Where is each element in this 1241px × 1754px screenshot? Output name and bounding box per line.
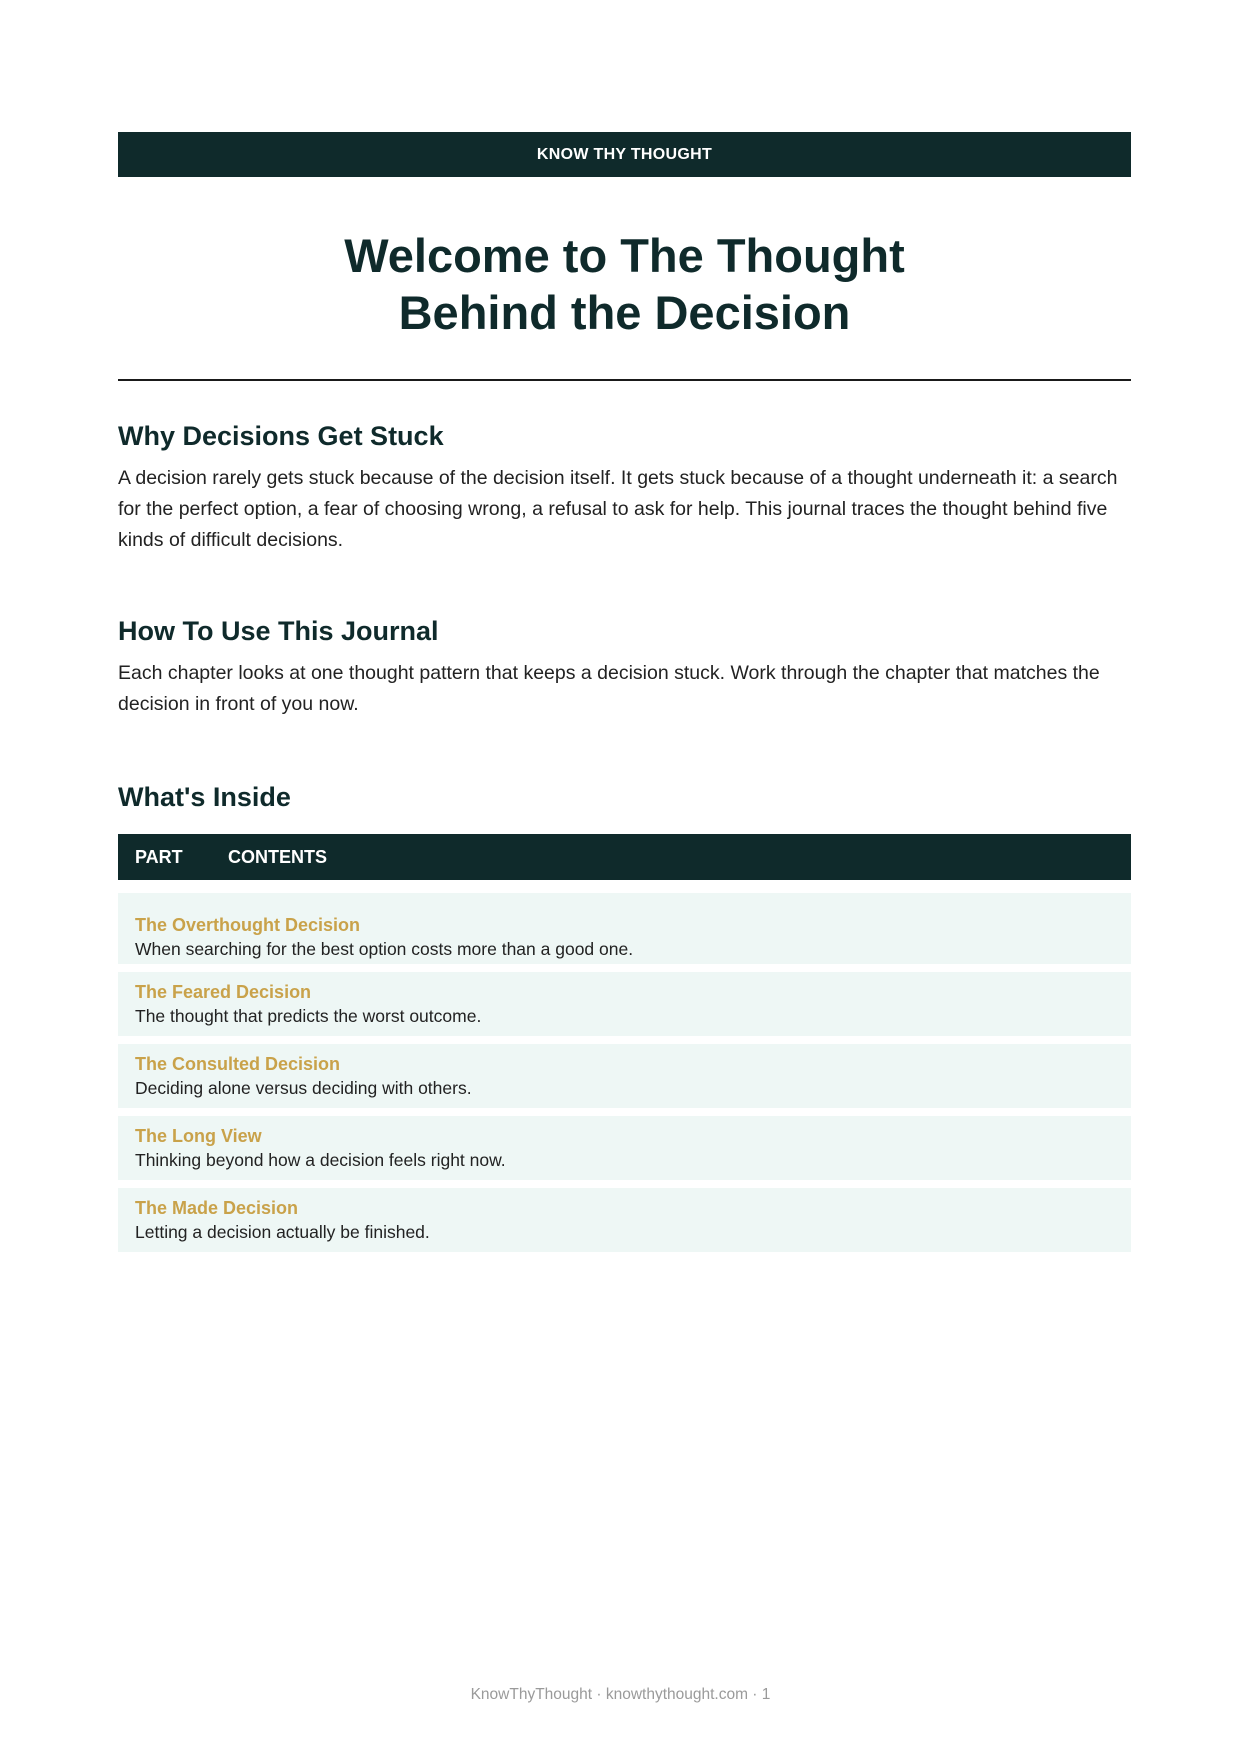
toc-item-description: The thought that predicts the worst outcome. [135, 1006, 482, 1026]
inside-section-heading: What's Inside [118, 782, 291, 812]
list-item [118, 1116, 1131, 1180]
column-header-contents: CONTENTS [228, 846, 327, 867]
how-section-body: Each chapter looks at one thought pattern that keeps a decision stuck. Work through the chapter that matches the decision in front of you now. [118, 662, 1100, 715]
contents-list [118, 893, 1131, 1252]
why-section-heading: Why Decisions Get Stuck [118, 421, 444, 451]
toc-item-description: When searching for the best option costs more than a good one. [135, 939, 634, 959]
list-item [118, 1188, 1131, 1252]
toc-item-title: The Overthought Decision [135, 915, 361, 935]
page-title [118, 227, 1131, 341]
banner-label: KNOW THY THOUGHT [536, 145, 713, 163]
toc-item-title: The Long View [135, 1126, 262, 1146]
title-divider [118, 379, 1131, 381]
how-section-heading: How To Use This Journal [118, 616, 439, 646]
footer-text: KnowThyThought · knowthythought.com · 1 [470, 1686, 771, 1703]
top-banner [118, 132, 1131, 177]
toc-item-description: Deciding alone versus deciding with others. [135, 1078, 472, 1098]
toc-item-title: The Consulted Decision [135, 1054, 341, 1074]
page-footer [0, 1686, 1241, 1704]
column-header-part: PART [135, 846, 183, 867]
toc-item-description: Letting a decision actually be finished. [135, 1222, 430, 1242]
page-title-line-2: Behind the Decision [398, 286, 851, 339]
page-title-line-1: Welcome to The Thought [344, 229, 905, 282]
toc-item-title: The Made Decision [135, 1198, 299, 1218]
toc-item-description: Thinking beyond how a decision feels right now. [135, 1150, 506, 1170]
list-item [118, 972, 1131, 1036]
contents-table-header [118, 834, 1131, 880]
list-item [118, 893, 1131, 964]
list-item [118, 1044, 1131, 1108]
toc-item-title: The Feared Decision [135, 982, 312, 1002]
document-page [118, 132, 1131, 1260]
why-section-body: A decision rarely gets stuck because of the decision itself. It gets stuck because of a thought underneath it: a search for the perfect option, a fear of choosing wrong, a refusal to ask for help. This journal traces the thought behind five kinds of difficult decisions. [118, 467, 1118, 551]
